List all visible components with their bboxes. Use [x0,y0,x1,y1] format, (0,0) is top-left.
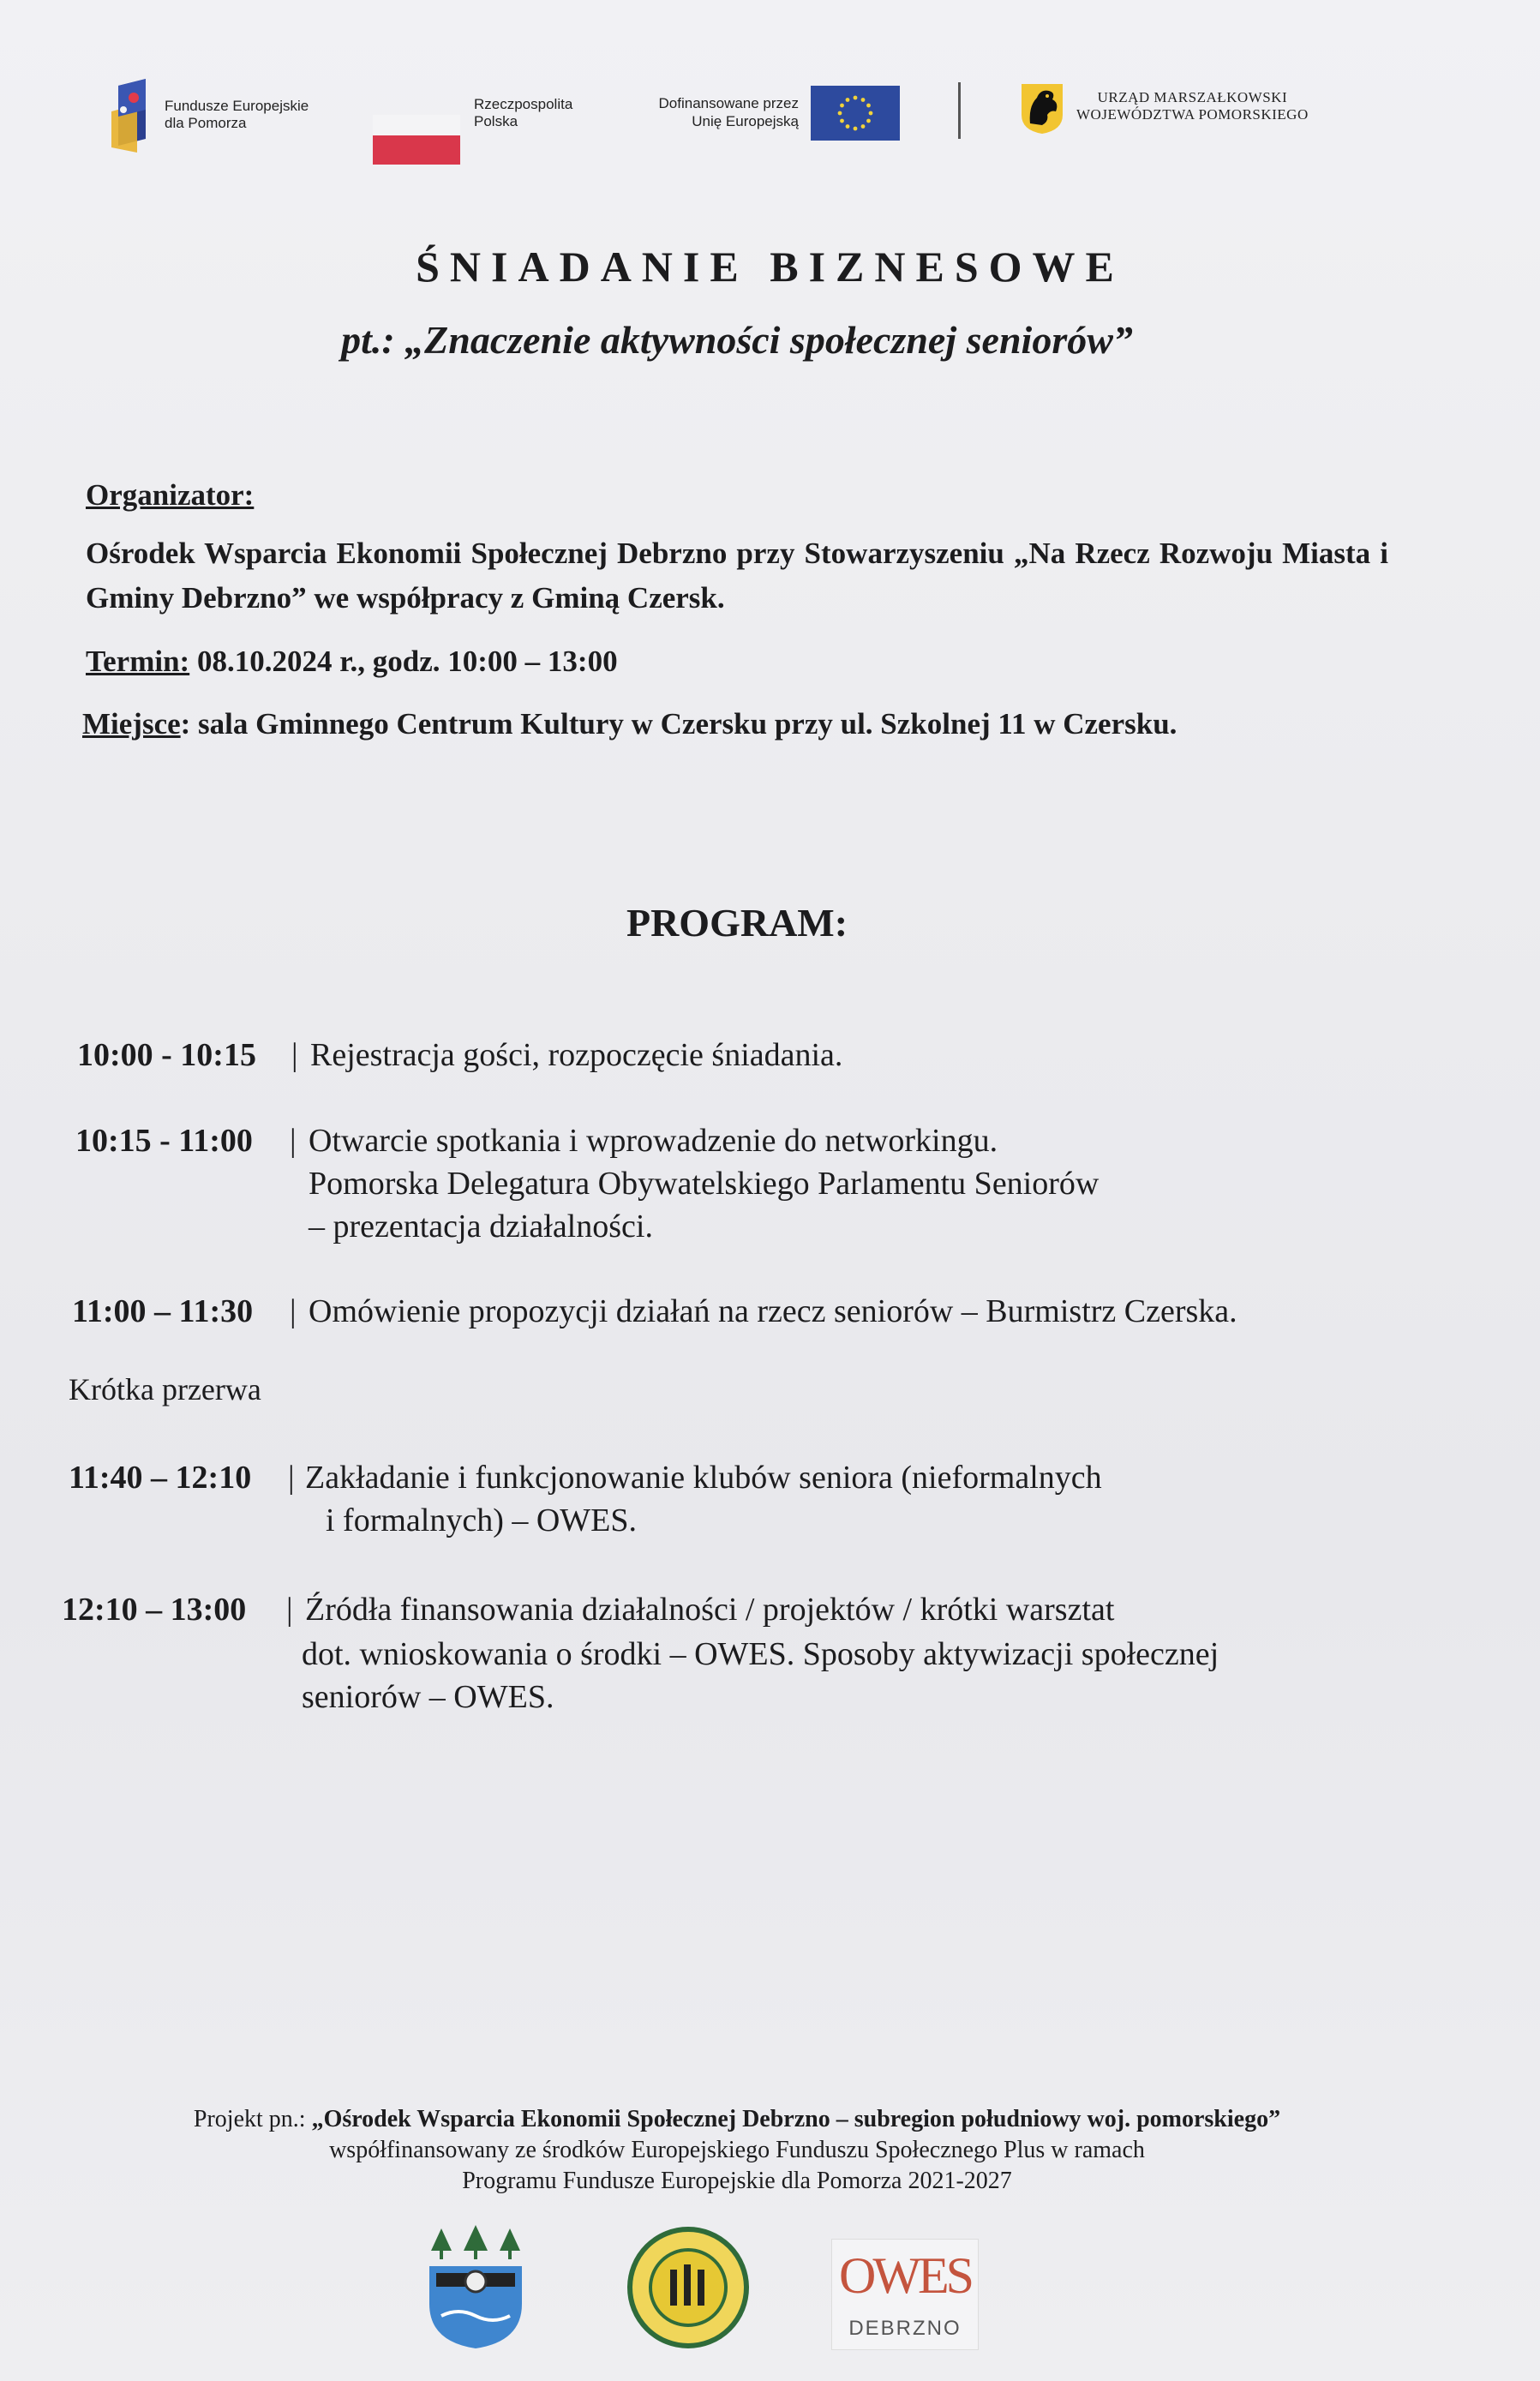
program-desc-line: Otwarcie spotkania i wprowadzenie do networkingu. [309,1123,998,1159]
logo-fundusze-europejskie [111,79,369,154]
program-separator: | [291,1037,298,1073]
program-desc-line: Omówienie propozycji działań na rzecz seniorów – Burmistrz Czerska. [309,1293,1237,1329]
fundusze-line2: dla Pomorza [165,115,247,131]
footer-line1 [0,2104,1474,2135]
program-item [0,1119,1540,1256]
miejsce-value: : sala Gminnego Centrum Kultury w Czersku przy ul. Szkolnej 11 w Czersku. [180,707,1177,741]
rp-line1: Rzeczpospolita [474,96,573,112]
footer-prefix: Projekt pn.: [193,2106,312,2132]
program-item [0,1033,1540,1084]
rp-line2: Polska [474,113,518,129]
griffin-coat-of-arms-icon [1018,81,1066,135]
footer-line2: współfinansowany ze środków Europejskiego Funduszu Społecznego Plus w ramach [329,2137,1145,2163]
program-item [0,1289,1540,1340]
program-desc-line: i formalnych) – OWES. [326,1502,638,1538]
program-separator: | [290,1123,297,1159]
owes-logo-subtitle: DEBRZNO [848,2317,962,2340]
program-desc-line: Pomorska Delegatura Obywatelskiego Parlamentu Seniorów [309,1166,1100,1202]
program-time: 10:15 - 11:00 [75,1123,253,1159]
project-footer [0,2104,1474,2197]
program-separator: | [290,1293,297,1329]
gmina-coat-of-arms-icon [424,2222,527,2350]
program-separator: | [288,1460,295,1496]
fundusze-europejskie-logo-icon [111,79,153,153]
miejsce-label: Miejsce [82,707,181,741]
page-subtitle: pt.: „Znaczenie aktywności społecznej seniorów” [341,318,1133,362]
owes-debrzno-logo [831,2239,979,2350]
program-time: 11:00 – 11:30 [72,1293,254,1329]
urzad-line2: WOJEWÓDZTWA POMORSKIEGO [1076,106,1309,123]
logo-divider [958,82,961,139]
program-desc-line: dot. wnioskowania o środki – OWES. Sposoby aktywizacji społecznej [302,1636,1219,1672]
polish-flag-icon [373,115,460,168]
program-desc-line: – prezentacja działalności. [309,1208,653,1244]
owes-logo-text: OWES [839,2247,971,2304]
program-desc-line: Rejestracja gości, rozpoczęcie śniadania. [310,1037,843,1073]
footer-project-name: „Ośrodek Wsparcia Ekonomii Społecznej Debrzno – subregion południowy woj. pomorskiego” [311,2106,1281,2132]
organizer-label: Organizator: [86,478,255,512]
stowarzyszenie-logo-icon [627,2227,749,2348]
program-item [0,1587,1540,1724]
program-item [0,1455,1540,1550]
page-title: ŚNIADANIE BIZNESOWE [416,243,1124,291]
logo-urzad-marszalkowski [1018,81,1361,141]
program-title: PROGRAM: [626,901,848,945]
program-desc-line: seniorów – OWES. [302,1679,554,1715]
organizer-text: Ośrodek Wsparcia Ekonomii Społecznej Debrzno przy Stowarzyszeniu „Na Rzecz Rozwoju Miasta i Gminy Debrzno” we współpracy z Gminą Czersk. [86,537,1388,615]
miejsce-row [82,707,1177,741]
fundusze-line1: Fundusze Europejskie [165,98,309,114]
footer-line3: Programu Fundusze Europejskie dla Pomorza 2021-2027 [462,2168,1012,2194]
program-desc-line: Źródła finansowania działalności / projektów / krótki warsztat [305,1592,1115,1628]
urzad-line1: URZĄD MARSZAŁKOWSKI [1097,89,1288,105]
ue-line2: Unię Europejską [692,113,799,129]
termin-row [86,645,618,679]
program-time: 10:00 - 10:15 [77,1037,256,1073]
program-time: 11:40 – 12:10 [69,1460,252,1496]
program-desc-line: Zakładanie i funkcjonowanie klubów seniora (nieformalnych [305,1460,1102,1496]
program-break: Krótka przerwa [69,1372,261,1406]
program-separator: | [286,1592,293,1628]
termin-value: 08.10.2024 r., godz. 10:00 – 13:00 [196,645,618,678]
logo-rzeczpospolita [373,94,587,146]
termin-label: Termin: [86,645,190,678]
logo-unia-europejska [626,86,900,146]
program-time: 12:10 – 13:00 [62,1592,247,1628]
eu-flag-icon [811,86,900,141]
ue-line1: Dofinansowane przez [658,95,799,111]
